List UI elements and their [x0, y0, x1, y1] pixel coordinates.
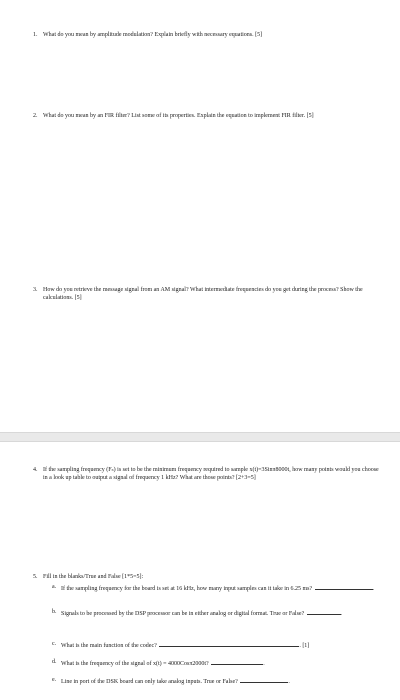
question-5	[33, 573, 383, 581]
question-text: What do you mean by an FIR filter? List some of its properties. Explain the equation to implement FIR filter. [5]	[43, 113, 314, 119]
question-number: 5.	[33, 574, 38, 580]
subquestion-b	[52, 608, 382, 618]
question-text: How do you retrieve the message signal from an AM signal? What intermediate frequencies do you get during the process? Show the calculations. [5]	[43, 287, 363, 301]
subquestion-text: What is the frequency of the signal of x(t) = 4000Cosπ2000t? .	[61, 658, 382, 668]
question-text: What do you mean by amplitude modulation? Explain briefly with necessary equations. [5]	[43, 32, 263, 38]
question-number: 1.	[33, 32, 38, 38]
question-text: Fill in the blanks/True and False [1*5=5]:	[43, 574, 144, 580]
answer-blank[interactable]	[240, 676, 288, 683]
question-4	[33, 466, 383, 482]
subquestion-text: Line in port of the DSK board can only take analog inputs. True or False? .	[61, 676, 382, 686]
subquestion-c	[52, 640, 382, 650]
answer-blank[interactable]	[211, 658, 263, 665]
subquestion-letter: d.	[52, 659, 57, 665]
subquestion-e	[52, 676, 382, 686]
answer-blank[interactable]	[307, 608, 341, 615]
question-3	[33, 286, 383, 302]
subquestion-letter: a.	[52, 584, 57, 590]
subquestion-letter: b.	[52, 609, 57, 615]
subquestion-text: What is the main function of the codec? . [1]	[61, 640, 382, 650]
subquestion-d	[52, 658, 382, 668]
page-separator	[0, 432, 400, 442]
subquestion-text: Signals to be processed by the DSP processor can be in either analog or digital format. True or False? .	[61, 608, 382, 618]
subquestion-a	[52, 583, 382, 593]
subquestion-letter: c.	[52, 641, 57, 647]
answer-blank[interactable]	[315, 583, 373, 590]
question-number: 4.	[33, 467, 38, 473]
question-number: 3.	[33, 287, 38, 293]
subquestion-letter: e.	[52, 677, 57, 683]
answer-blank[interactable]	[159, 640, 299, 647]
question-2	[33, 112, 383, 120]
question-number: 2.	[33, 113, 38, 119]
question-1	[33, 31, 383, 39]
subquestion-text: If the sampling frequency for the board is set at 16 kHz, how many input samples can it take in 6.25 ms? .	[61, 583, 382, 593]
question-text: If the sampling frequency (Fₛ) is set to be the minimum frequency required to sample x(t)=3Sinπ8000t, how many points would you choose in a look up table to output a signal of frequency 1 kHz? What are those points? [2+3=5]	[43, 467, 379, 481]
